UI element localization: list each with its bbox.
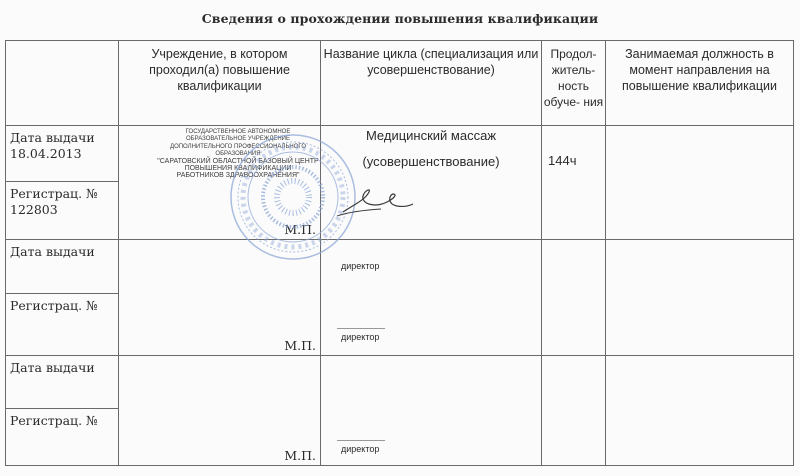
director-signature-line	[337, 328, 385, 329]
institution-cell	[119, 356, 321, 466]
director-label: директор	[341, 332, 380, 343]
mp-label: М.П.	[284, 222, 316, 238]
header-course: Название цикла (специализация или усовершенствование)	[321, 41, 542, 126]
position-cell	[606, 356, 794, 466]
issue-date-value: 18.04.2013	[10, 146, 82, 162]
header-institution: Учреждение, в котором проходил(а) повышение квалификации	[119, 41, 321, 126]
reg-number-value: 122803	[10, 201, 58, 217]
issue-date-label: Дата выдачи	[10, 130, 95, 146]
institution-cell	[119, 126, 321, 240]
director-label: директор	[341, 261, 380, 272]
duration-cell: 144ч	[542, 126, 606, 240]
page-title: Сведения о прохождении повышения квалификации	[201, 11, 599, 26]
issue-date-cell	[6, 240, 119, 293]
issue-date-label: Дата выдачи	[10, 244, 95, 260]
reg-number-cell	[6, 181, 119, 240]
reg-number-label: Регистрац. №	[10, 185, 98, 201]
header-corner	[6, 41, 119, 126]
reg-number-cell	[6, 293, 119, 356]
duration-cell	[542, 356, 606, 466]
qualification-table	[5, 40, 794, 466]
issue-date-cell	[6, 126, 119, 181]
reg-number-cell	[6, 409, 119, 466]
position-cell	[606, 126, 794, 240]
course-type: (усовершенствование)	[362, 154, 500, 170]
course-cell	[321, 356, 542, 466]
position-cell	[606, 240, 794, 356]
director-label: директор	[341, 444, 380, 455]
mp-label: М.П.	[284, 338, 316, 354]
duration-cell	[542, 240, 606, 356]
issue-date-cell	[6, 356, 119, 409]
reg-number-label: Регистрац. №	[10, 297, 98, 313]
reg-number-label: Регистрац. №	[10, 413, 98, 429]
course-name: Медицинский массаж	[365, 128, 497, 144]
institution-cell	[119, 240, 321, 356]
director-signature-line	[337, 440, 385, 441]
issue-date-label: Дата выдачи	[10, 360, 95, 376]
header-position: Занимаемая должность в момент направления на повышение квалификации	[606, 41, 794, 126]
header-duration: Продол- житель- ность обуче- ния	[542, 41, 606, 126]
course-cell	[321, 240, 542, 356]
mp-label: М.П.	[284, 448, 316, 463]
institution-stamp-text: ГОСУДАРСТВЕННОЕ АВТОНОМНОЕ ОБРАЗОВАТЕЛЬНОЕ УЧРЕЖДЕНИЕ ДОПОЛНИТЕЛЬНОГО ПРОФЕССИОНАЛЬНОГО ОБРАЗОВАНИЯ "САРАТОВСКИЙ ОБЛАСТНОЙ БАЗОВЫЙ ЦЕНТР ПОВЫШЕНИЯ КВАЛИФИКАЦИИ РАБОТНИКОВ ЗДРАВООХРАНЕНИЯ"	[157, 129, 319, 180]
course-cell	[321, 126, 542, 272]
